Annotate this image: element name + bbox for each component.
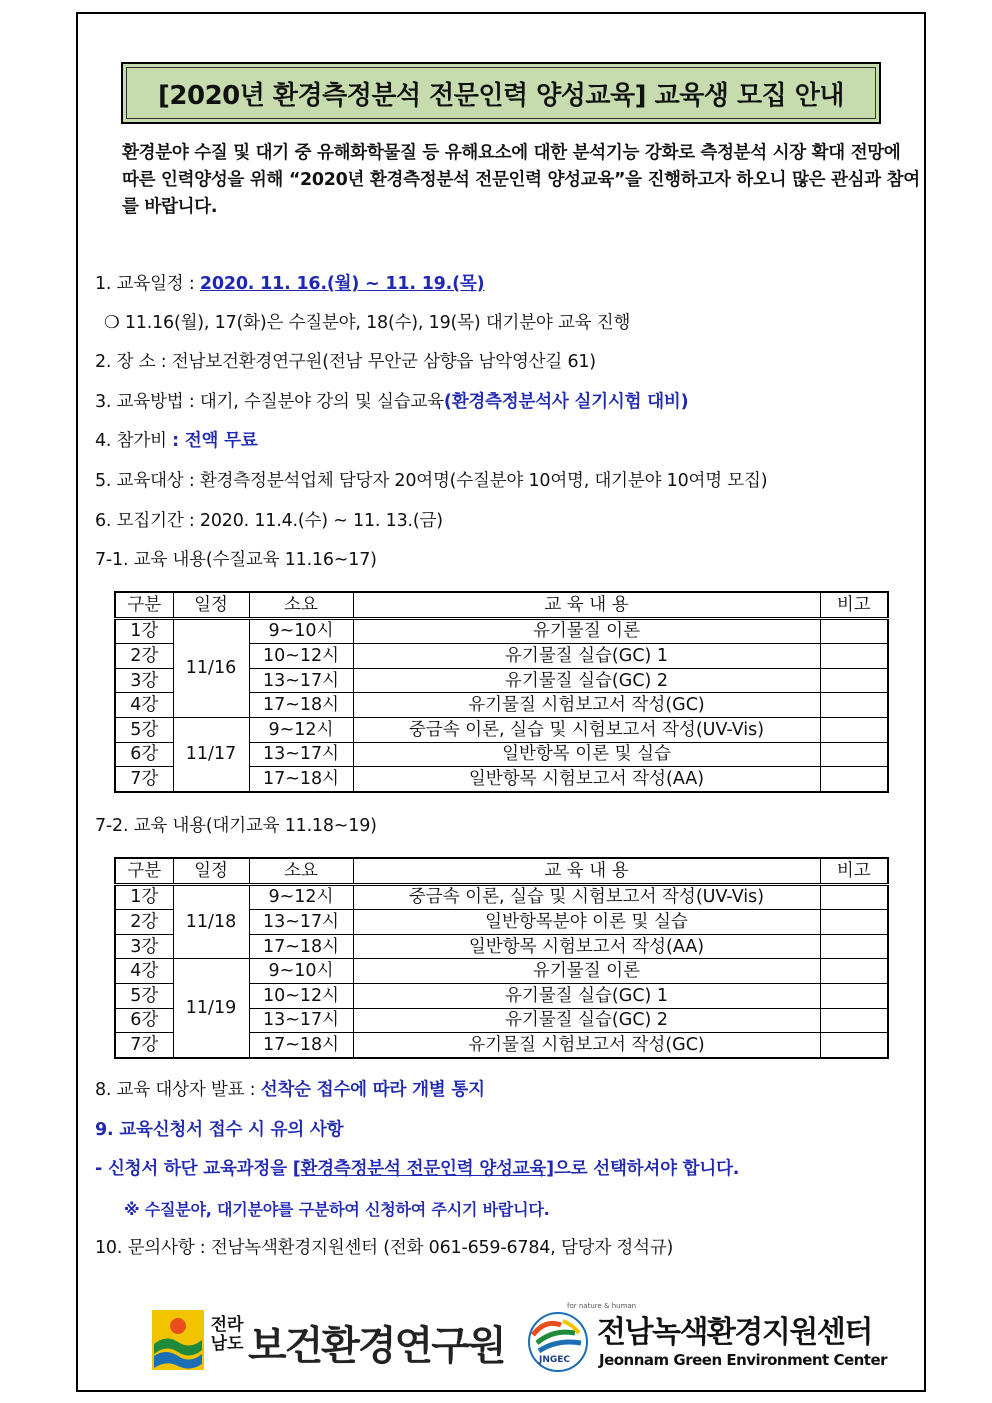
lecture-no: 4강 [115, 959, 173, 984]
lecture-no: 3강 [115, 934, 173, 959]
table-row [115, 959, 888, 984]
item-4 [95, 427, 258, 452]
lecture-no: 7강 [115, 1033, 173, 1058]
lecture-time: 13~17시 [249, 910, 353, 935]
center-badge: JNGEC [539, 1355, 571, 1365]
lecture-note [820, 668, 888, 693]
intro-paragraph: 환경분야 수질 및 대기 중 유해화학물질 등 유해요소에 대한 분석기능 강화로 측정분석 시장 확대 전망에 따른 인력양성을 위해 “2020년 환경측정분석 전문인력 양성교육”을 진행하고자 하오니 많은 관심과 참여를 바랍니다. [122, 143, 920, 217]
col-header-no: 구분 [115, 858, 173, 884]
item-9: 9. 교육신청서 접수 시 유의 사항 [95, 1120, 344, 1140]
lecture-no: 6강 [115, 742, 173, 767]
col-header-date: 일정 [173, 858, 249, 884]
lecture-date: 11/16 [173, 618, 249, 717]
lecture-content: 유기물질 시험보고서 작성(GC) [353, 1033, 820, 1058]
lecture-note [820, 910, 888, 935]
col-header-note: 비고 [820, 592, 888, 618]
logo-province-top: 전라 [210, 1315, 244, 1335]
schedule-table-water [114, 591, 889, 793]
item-1-label: 1. 교육일정 : [95, 274, 200, 294]
lecture-time: 17~18시 [249, 1033, 353, 1058]
lecture-time: 10~12시 [249, 983, 353, 1008]
lecture-note [820, 767, 888, 792]
lecture-content: 유기물질 실습(GC) 1 [353, 644, 820, 669]
item-1-value: 2020. 11. 16.(월) ~ 11. 19.(목) [199, 274, 485, 294]
lecture-content: 유기물질 시험보고서 작성(GC) [353, 693, 820, 718]
item-3-value: (환경측정분석사 실기시험 대비) [443, 392, 689, 412]
center-english-name: Jeonnam Green Environment Center [599, 1351, 888, 1369]
lecture-time: 17~18시 [249, 934, 353, 959]
lecture-time: 9~12시 [249, 884, 353, 910]
lecture-no: 3강 [115, 668, 173, 693]
lecture-content: 유기물질 이론 [353, 618, 820, 644]
item-9-sub-b: [환경측정분석 전문인력 양성교육] [292, 1159, 554, 1179]
item-8 [95, 1076, 485, 1101]
schedule-table-air [114, 857, 889, 1059]
lecture-no: 1강 [115, 618, 173, 644]
lecture-date: 11/18 [173, 884, 249, 959]
center-tagline: for nature & human [567, 1302, 637, 1310]
item-9-sub-c: 으로 선택하셔야 합니다. [553, 1159, 740, 1179]
table-row [115, 618, 888, 644]
lecture-time: 10~12시 [249, 644, 353, 669]
lecture-time: 13~17시 [249, 742, 353, 767]
page-title: [2020년 환경측정분석 전문인력 양성교육] 교육생 모집 안내 [121, 62, 881, 124]
lecture-no: 6강 [115, 1008, 173, 1033]
lecture-content: 유기물질 실습(GC) 2 [353, 668, 820, 693]
lecture-time: 9~12시 [249, 717, 353, 742]
lecture-time: 9~10시 [249, 618, 353, 644]
col-header-no: 구분 [115, 592, 173, 618]
lecture-note [820, 1008, 888, 1033]
institute-logo [152, 1310, 505, 1372]
table-row [115, 884, 888, 910]
lecture-note [820, 618, 888, 644]
item-10: 10. 문의사항 : 전남녹색환경지원센터 (전화 061-659-6784, 담당자 정석규) [95, 1238, 674, 1258]
center-name: 전남녹색환경지원센터 [597, 1315, 872, 1350]
institute-emblem-icon [152, 1310, 204, 1370]
lecture-content: 유기물질 실습(GC) 2 [353, 1008, 820, 1033]
col-header-note: 비고 [820, 858, 888, 884]
col-header-date: 일정 [173, 592, 249, 618]
lecture-date: 11/19 [173, 959, 249, 1058]
item-7-1: 7-1. 교육 내용(수질교육 11.16~17) [95, 550, 377, 570]
lecture-note [820, 717, 888, 742]
lecture-content: 일반항목 이론 및 실습 [353, 742, 820, 767]
item-5: 5. 교육대상 : 환경측정분석업체 담당자 20여명(수질분야 10여명, 대기분야 10여명 모집) [95, 471, 768, 491]
item-1-sub: ❍ 11.16(월), 17(화)은 수질분야, 18(수), 19(목) 대기분야 교육 진행 [104, 313, 631, 333]
item-3 [95, 388, 688, 413]
lecture-date: 11/17 [173, 717, 249, 791]
item-2: 2. 장 소 : 전남보건환경연구원(전남 무안군 삼향읍 남악영산길 61) [95, 352, 596, 372]
lecture-note [820, 644, 888, 669]
lecture-note [820, 693, 888, 718]
col-header-time: 소요 [249, 858, 353, 884]
lecture-no: 2강 [115, 910, 173, 935]
lecture-no: 7강 [115, 767, 173, 792]
lecture-note [820, 884, 888, 910]
lecture-no: 1강 [115, 884, 173, 910]
item-9-sub-a: - 신청서 하단 교육과정을 [95, 1159, 293, 1179]
lecture-time: 13~17시 [249, 668, 353, 693]
lecture-content: 일반항목 시험보고서 작성(AA) [353, 767, 820, 792]
institute-name: 보건환경연구원 [248, 1323, 505, 1369]
item-4-value: : 전액 무료 [172, 431, 258, 451]
lecture-content: 일반항목분야 이론 및 실습 [353, 910, 820, 935]
lecture-no: 4강 [115, 693, 173, 718]
col-header-content: 교 육 내 용 [353, 592, 820, 618]
item-8-label: 8. 교육 대상자 발표 : [95, 1080, 261, 1100]
item-9-sub [95, 1155, 739, 1180]
lecture-content: 유기물질 이론 [353, 959, 820, 984]
lecture-content: 유기물질 실습(GC) 1 [353, 983, 820, 1008]
lecture-time: 17~18시 [249, 767, 353, 792]
item-1 [95, 270, 484, 295]
lecture-content: 중금속 이론, 실습 및 시험보고서 작성(UV-Vis) [353, 884, 820, 910]
table-row [115, 717, 888, 742]
lecture-time: 17~18시 [249, 693, 353, 718]
lecture-content: 중금속 이론, 실습 및 시험보고서 작성(UV-Vis) [353, 717, 820, 742]
col-header-content: 교 육 내 용 [353, 858, 820, 884]
lecture-no: 5강 [115, 717, 173, 742]
item-9-note: ※ 수질분야, 대기분야를 구분하여 신청하여 주시기 바랍니다. [124, 1200, 550, 1219]
item-4-label: 4. 참가비 [95, 431, 173, 451]
lecture-note [820, 1033, 888, 1058]
item-6: 6. 모집기간 : 2020. 11.4.(수) ~ 11. 13.(금) [95, 511, 443, 531]
lecture-no: 5강 [115, 983, 173, 1008]
lecture-time: 13~17시 [249, 1008, 353, 1033]
item-3-label: 3. 교육방법 : 대기, 수질분야 강의 및 실습교육 [95, 392, 444, 412]
lecture-note [820, 934, 888, 959]
item-8-value: 선착순 접수에 따라 개별 통지 [260, 1080, 485, 1100]
logo-province-bottom: 남도 [210, 1334, 244, 1354]
item-7-2: 7-2. 교육 내용(대기교육 11.18~19) [95, 816, 377, 836]
lecture-content: 일반항목 시험보고서 작성(AA) [353, 934, 820, 959]
center-logo [527, 1302, 888, 1375]
lecture-note [820, 959, 888, 984]
lecture-no: 2강 [115, 644, 173, 669]
col-header-time: 소요 [249, 592, 353, 618]
lecture-time: 9~10시 [249, 959, 353, 984]
lecture-note [820, 983, 888, 1008]
lecture-note [820, 742, 888, 767]
